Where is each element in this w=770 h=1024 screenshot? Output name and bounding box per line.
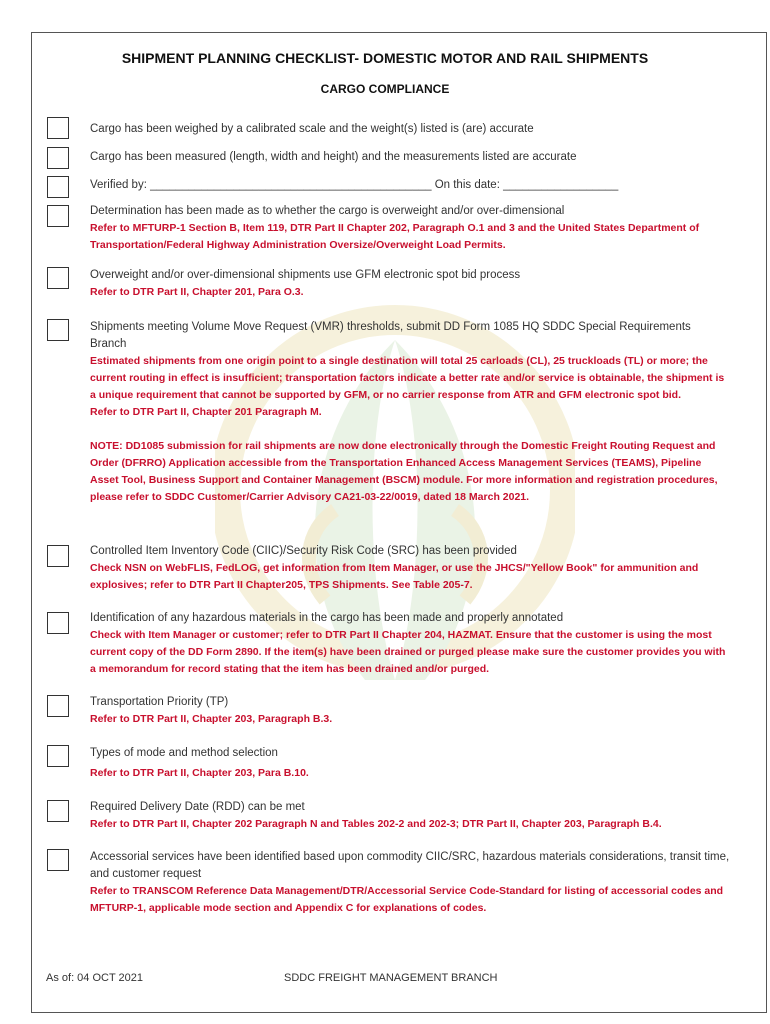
item-text: Overweight and/or over-dimensional shipments use GFM electronic spot bid process <box>90 269 521 281</box>
reference-text: Check NSN on WebFLIS, FedLOG, get information from Item Manager, or use the JHCS/"Yellow Book" for ammunition and explosives; refer to DTR Part II Chapter205, TPS Shipments. See Table 205-7. <box>90 562 699 591</box>
item-text: Determination has been made as to whether the cargo is overweight and/or over-dimensional <box>90 205 565 217</box>
item-rdd <box>90 799 730 833</box>
checkbox-measured[interactable] <box>47 147 69 169</box>
item-mode <box>90 745 730 782</box>
checkbox-spot-bid[interactable] <box>47 267 69 289</box>
checkbox-overweight-determination[interactable] <box>47 205 69 227</box>
checkbox-rdd[interactable] <box>47 800 69 822</box>
item-spot-bid <box>90 267 730 301</box>
item-accessorial <box>90 849 730 917</box>
item-weighed: Cargo has been weighed by a calibrated scale and the weight(s) listed is (are) accurate <box>90 123 534 135</box>
section-title: CARGO COMPLIANCE <box>320 82 450 96</box>
item-text: Required Delivery Date (RDD) can be met <box>90 801 305 813</box>
item-priority <box>90 694 730 728</box>
item-text: Controlled Item Inventory Code (CIIC)/Security Risk Code (SRC) has been provided <box>90 545 517 557</box>
reference-text: Refer to DTR Part II, Chapter 203, Para B.10. <box>90 767 309 779</box>
footer-branch: SDDC FREIGHT MANAGEMENT BRANCH <box>284 972 498 984</box>
item-text: Identification of any hazardous materials in the cargo has been made and properly annotated <box>90 612 564 624</box>
item-verified-by: Verified by: ____________________________________________ On this date: __________________ <box>90 179 619 191</box>
item-hazmat <box>90 610 730 678</box>
reference-text: Refer to TRANSCOM Reference Data Management/DTR/Accessorial Service Code-Standard for listing of accessorial codes and MFTURP-1, applicable mode section and Appendix C for explanations of codes. <box>90 885 724 914</box>
checkbox-vmr[interactable] <box>47 319 69 341</box>
reference-text: Refer to DTR Part II, Chapter 203, Paragraph B.3. <box>90 713 333 725</box>
item-measured: Cargo has been measured (length, width and height) and the measurements listed are accurate <box>90 151 577 163</box>
item-overweight-determination <box>90 203 730 254</box>
reference-text: Estimated shipments from one origin point to a single destination will total 25 carloads (CL), 25 truckloads (TL) or more; the current routing in effect is insufficient; transportation factors indicate a better rate and/or service is obtainable, the shipment is a unique requirement that cannot be supported by GFM, or no carrier response from ATR and GFM electronic spot bid. <box>90 355 725 401</box>
page-title: SHIPMENT PLANNING CHECKLIST- DOMESTIC MOTOR AND RAIL SHIPMENTS <box>121 50 649 66</box>
item-text: Types of mode and method selection <box>90 747 278 759</box>
item-vmr <box>90 319 730 506</box>
item-text: Accessorial services have been identified based upon commodity CIIC/SRC, hazardous materials considerations, transit time, and customer request <box>90 851 730 880</box>
reference-text-2: Refer to DTR Part II, Chapter 201 Paragraph M. <box>90 406 322 418</box>
reference-text: Refer to DTR Part II, Chapter 201, Para O.3. <box>90 286 304 298</box>
checkbox-hazmat[interactable] <box>47 612 69 634</box>
checkbox-priority[interactable] <box>47 695 69 717</box>
item-text: Transportation Priority (TP) <box>90 696 229 708</box>
checkbox-mode[interactable] <box>47 745 69 767</box>
item-text: Shipments meeting Volume Move Request (VMR) thresholds, submit DD Form 1085 HQ SDDC Special Requirements Branch <box>90 321 691 350</box>
item-ciic <box>90 543 730 594</box>
checkbox-accessorial[interactable] <box>47 849 69 871</box>
note-text: NOTE: DD1085 submission for rail shipments are now done electronically through the Domestic Freight Routing Request and Order (DFRRO) Application accessible from the Transportation Enhanced Access Management Services (TEAMS), Pipeline Asset Tool, Business Support and Container Management (BSCM) module. For more information and registration procedures, please refer to SDDC Customer/Carrier Advisory CA21-03-22/0019, dated 18 March 2021. <box>90 440 718 503</box>
reference-text: Check with Item Manager or customer; refer to DTR Part II Chapter 204, HAZMAT. Ensure that the customer is using the most current copy of the DD Form 2890. If the item(s) have been drained or purged please make sure the customer provides you with a memorandum for record stating that the item has been drained and/or purged. <box>90 629 726 675</box>
footer-date: As of: 04 OCT 2021 <box>46 972 144 984</box>
reference-text: Refer to MFTURP-1 Section B, Item 119, DTR Part II Chapter 202, Paragraph O.1 and 3 and the United States Department of Transportation/Federal Highway Administration Oversize/Overweight Load Permits. <box>90 222 700 251</box>
reference-text: Refer to DTR Part II, Chapter 202 Paragraph N and Tables 202-2 and 202-3; DTR Part II, Chapter 203, Paragraph B.4. <box>90 818 662 830</box>
checkbox-weighed[interactable] <box>47 117 69 139</box>
checkbox-verified[interactable] <box>47 176 69 198</box>
checkbox-ciic[interactable] <box>47 545 69 567</box>
